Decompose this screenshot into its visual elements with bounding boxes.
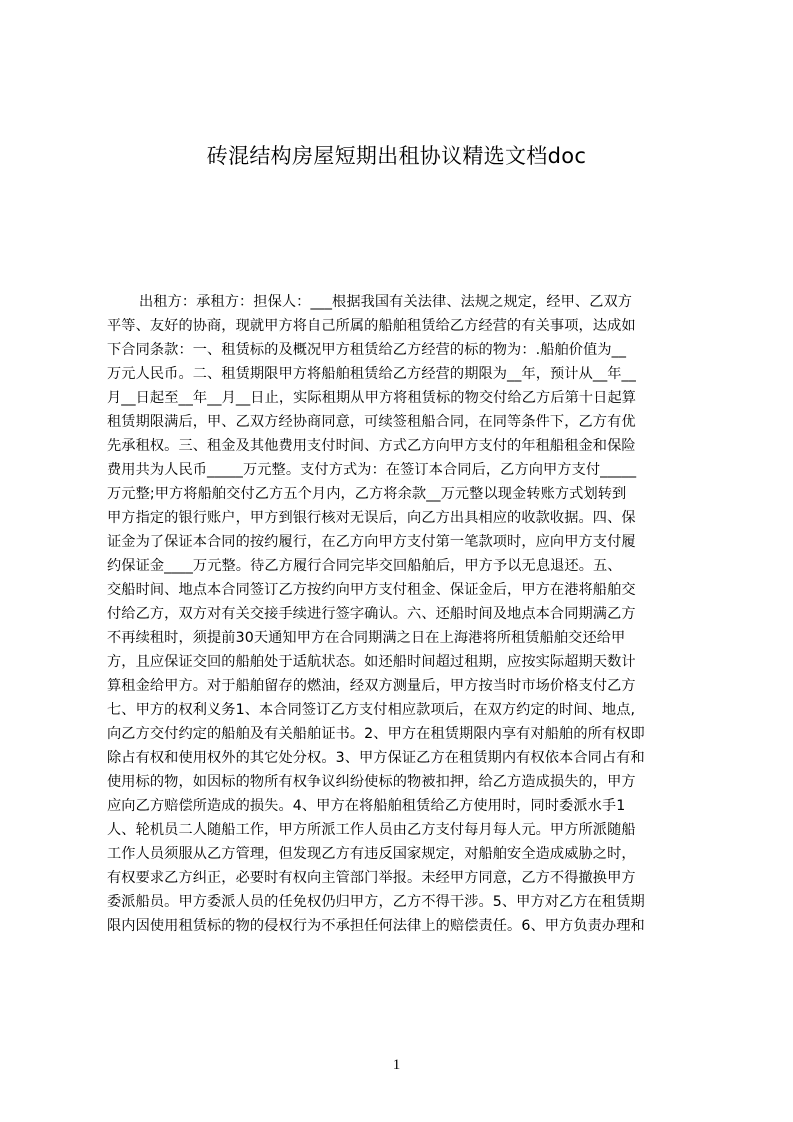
body-line: 七、甲方的权利义务1、本合同签订乙方支付相应款项后，在双方约定的时间、地点, bbox=[107, 702, 636, 718]
document-body bbox=[107, 290, 697, 1030]
body-line: 算租金给甲方。对于船舶留存的燃油，经双方测量后，甲方按当时市场价格支付乙方 bbox=[107, 678, 636, 694]
body-line: 工作人员须服从乙方管理，但发现乙方有违反国家规定，对船舶安全造成威胁之时， bbox=[107, 846, 636, 862]
body-line: 方，且应保证交回的船舶处于适航状态。如还船时间超过租期，应按实际超期天数计 bbox=[107, 654, 636, 670]
body-line: 向乙方交付约定的船舶及有关船舶证书。2、甲方在租赁期限内享有对船舶的所有权即 bbox=[107, 726, 645, 742]
body-line: 委派船员。甲方委派人员的任免权仍归甲方，乙方不得干涉。5、甲方对乙方在租赁期 bbox=[107, 894, 645, 910]
body-line: 使用标的物，如因标的物所有权争议纠纷使标的物被扣押，给乙方造成损失的，甲方 bbox=[107, 774, 636, 790]
body-line: 不再续租时，须提前30天通知甲方在合同期满之日在上海港将所租赁船舶交还给甲 bbox=[107, 630, 626, 646]
body-line: 交船时间、地点本合同签订乙方按约向甲方支付租金、保证金后，甲方在港将船舶交 bbox=[107, 582, 636, 598]
body-line: 人、轮机员二人随船工作，甲方所派工作人员由乙方支付每月每人元。甲方所派随船 bbox=[107, 822, 636, 838]
body-line: 下合同条款：一、租赁标的及概况甲方租赁给乙方经营的标的物为：.船舶价值为__ bbox=[107, 342, 627, 358]
body-line: 万元整;甲方将船舶交付乙方五个月内，乙方将余款__万元整以现金转账方式划转到 bbox=[107, 486, 627, 502]
body-line: 租赁期限满后，甲、乙双方经协商同意，可续签租船合同，在同等条件下，乙方有优 bbox=[107, 414, 636, 430]
body-line: 证金为了保证本合同的按约履行，在乙方向甲方支付第一笔款项时，应向甲方支付履 bbox=[107, 534, 636, 550]
body-line: 先承租权。三、租金及其他费用支付时间、方式乙方向甲方支付的年租船租金和保险 bbox=[107, 438, 636, 454]
body-line: 出租方：承租方：担保人：___根据我国有关法律、法规之规定，经甲、乙双方 bbox=[139, 294, 633, 310]
body-line: 甲方指定的银行账户，甲方到银行核对无误后，向乙方出具相应的收款收据。四、保 bbox=[107, 510, 636, 526]
body-line: 平等、友好的协商，现就甲方将自己所属的船舶租赁给乙方经营的有关事项，达成如 bbox=[107, 318, 636, 334]
body-line: 有权要求乙方纠正，必要时有权向主管部门举报。未经甲方同意，乙方不得撤换甲方 bbox=[107, 870, 636, 886]
body-line: 除占有权和使用权外的其它处分权。3、甲方保证乙方在租赁期内有权依本合同占有和 bbox=[107, 750, 645, 766]
page-number: 1 bbox=[392, 1057, 401, 1073]
body-line: 费用共为人民币_____万元整。支付方式为：在签订本合同后，乙方向甲方支付_____ bbox=[107, 462, 637, 478]
body-line: 月__日起至__年__月__日止，实际租期从甲方将租赁标的物交付给乙方后第十日起算 bbox=[107, 390, 637, 406]
body-line: 应向乙方赔偿所造成的损失。4、甲方在将船舶租赁给乙方使用时，同时委派水手1 bbox=[107, 798, 626, 814]
body-line: 付给乙方，双方对有关交接手续进行签字确认。六、还船时间及地点本合同期满乙方 bbox=[107, 606, 636, 622]
body-line: 约保证金____万元整。待乙方履行合同完毕交回船舶后，甲方予以无息退还。五、 bbox=[107, 558, 622, 574]
body-line: 万元人民币。二、租赁期限甲方将船舶租赁给乙方经营的期限为__年，预计从__年__ bbox=[107, 366, 636, 382]
document-title: 砖混结构房屋短期出租协议精选文档doc bbox=[206, 144, 587, 168]
body-line: 限内因使用租赁标的物的侵权行为不承担任何法律上的赔偿责任。6、甲方负责办理和 bbox=[107, 918, 645, 934]
